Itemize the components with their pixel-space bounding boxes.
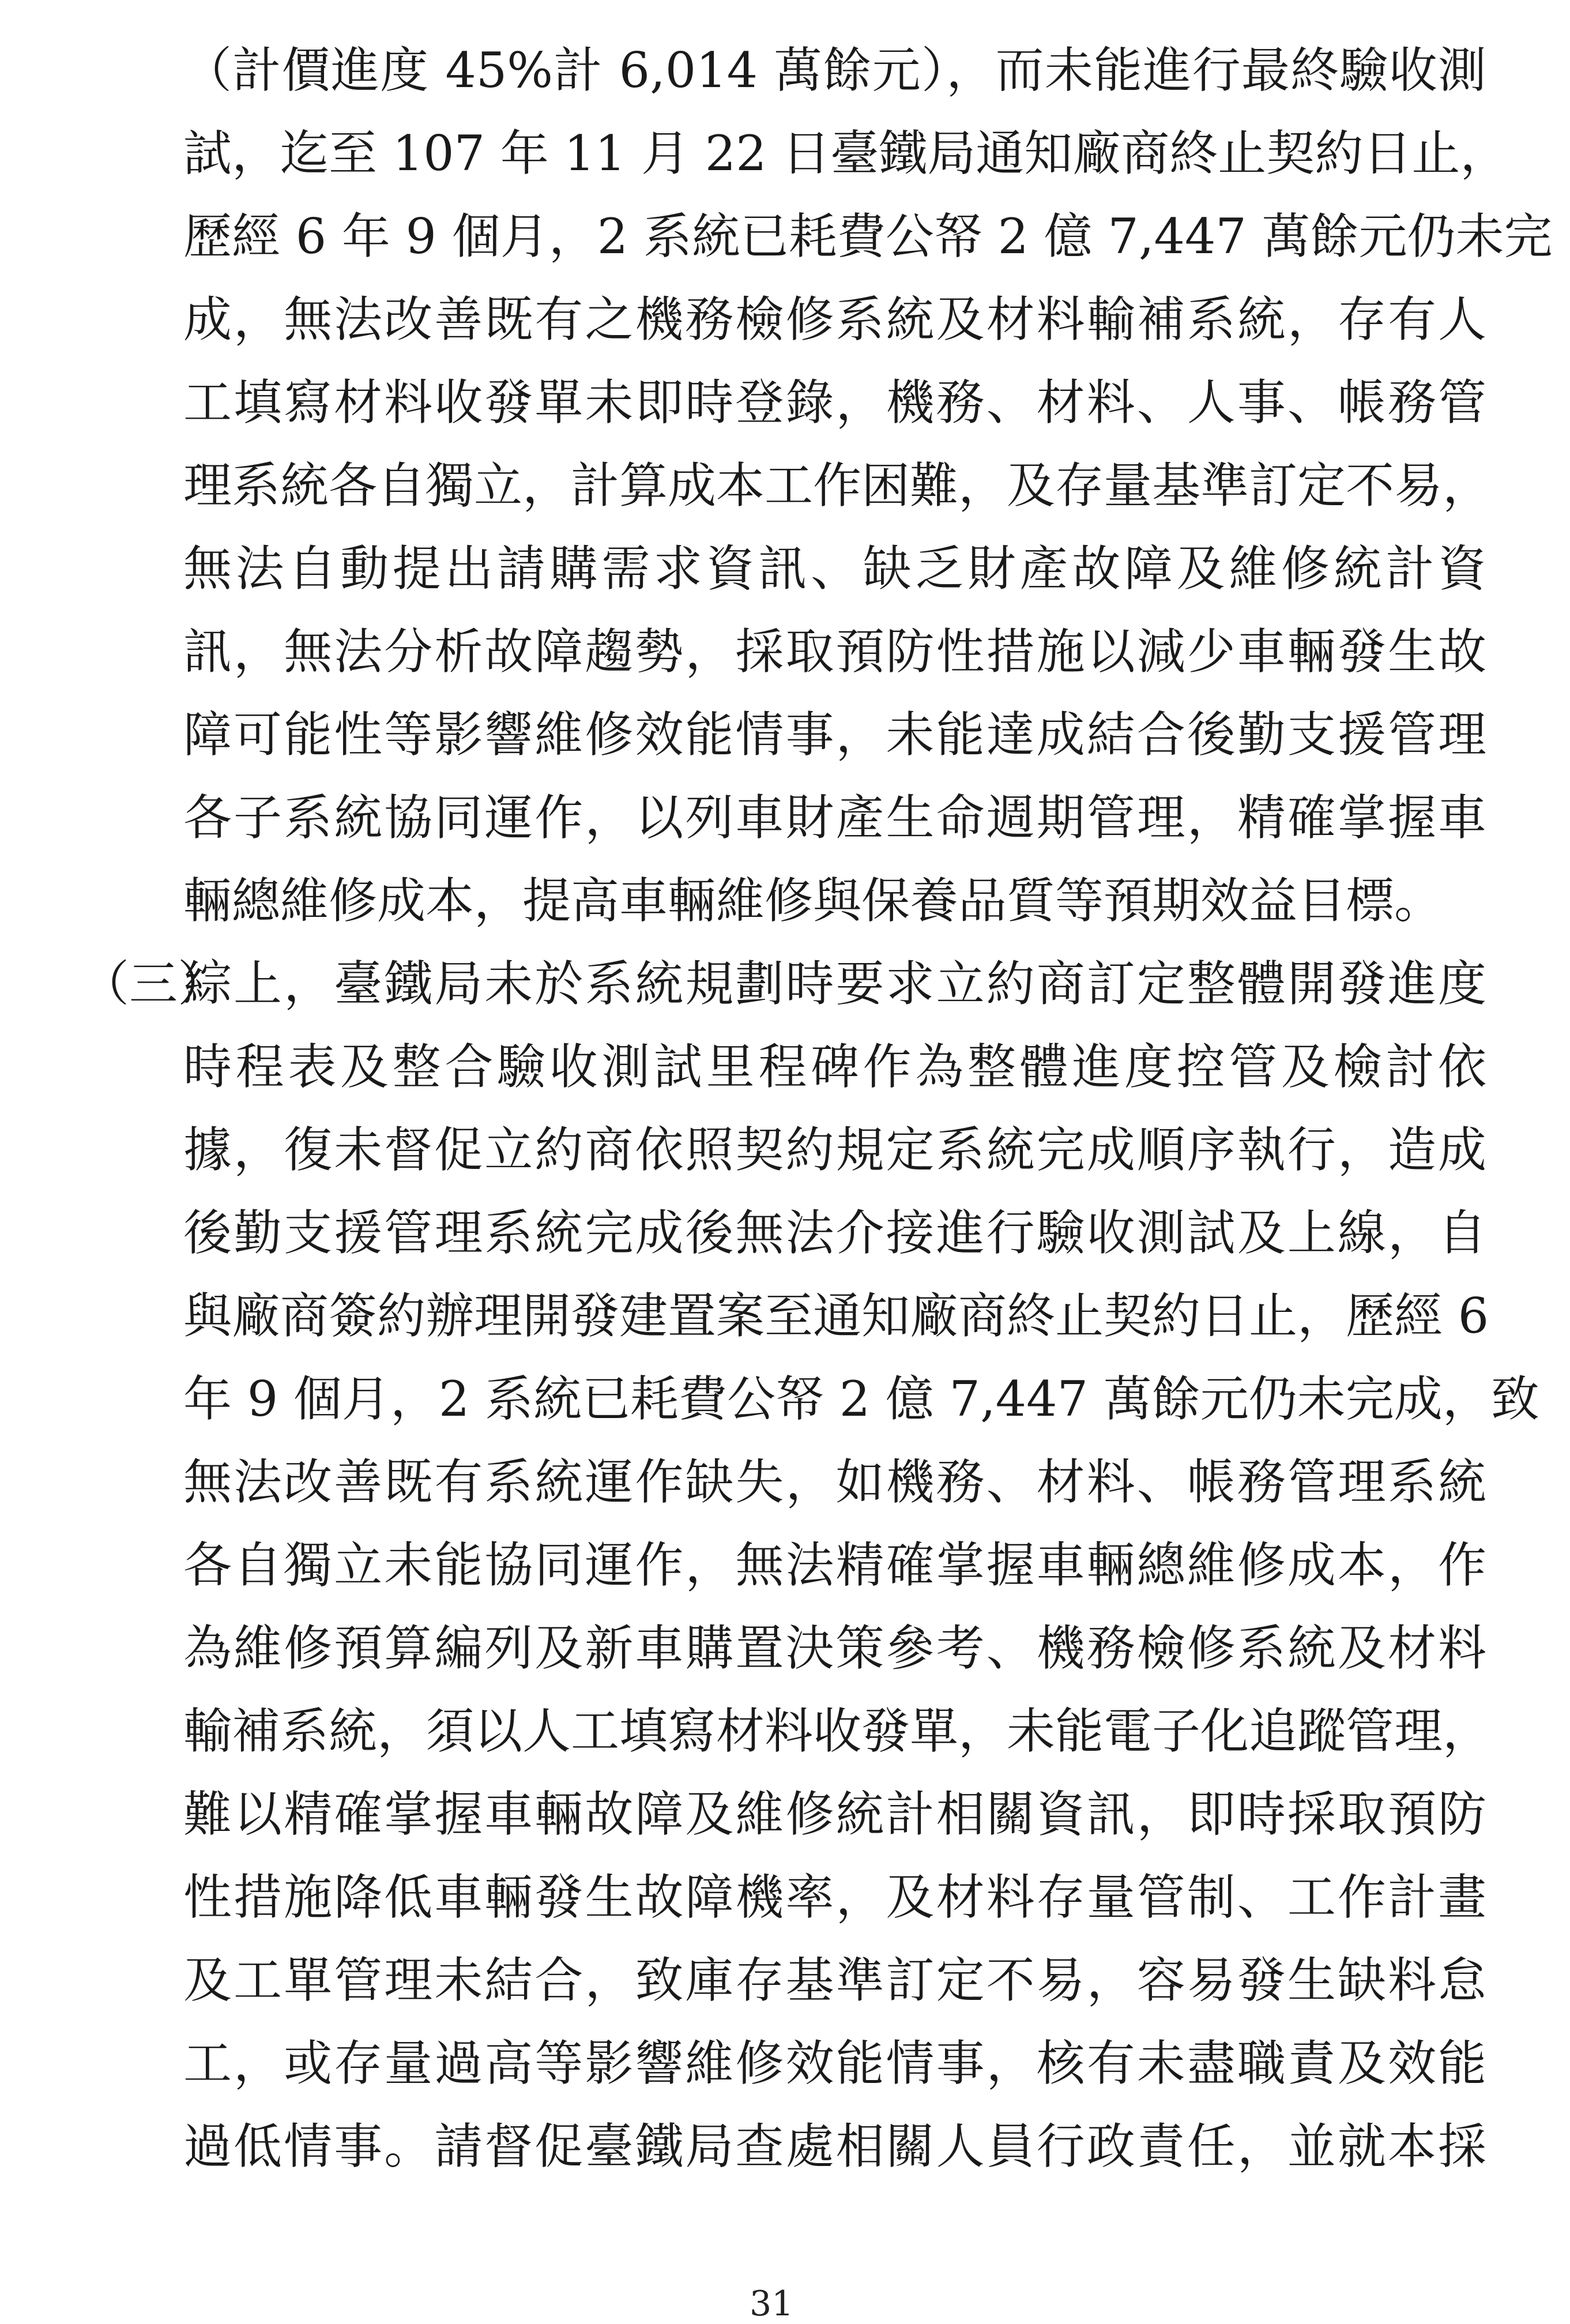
section-line: 無法改善既有系統運作缺失，如機務、材料、帳務管理系統: [183, 1454, 1486, 1510]
paragraph-line: （計價進度 45%計 6,014 萬餘元），而未能進行最終驗收測: [183, 42, 1486, 99]
section-line: 據，復未督促立約商依照契約規定系統完成順序執行，造成: [183, 1122, 1486, 1178]
paragraph-line: 工填寫材料收發單未即時登錄，機務、材料、人事、帳務管: [183, 374, 1486, 431]
section-line: 輸補系統，須以人工填寫材料收發單，未能電子化追蹤管理，: [183, 1703, 1492, 1759]
page-number: 31: [750, 2284, 794, 2324]
paragraph-line: 試，迄至 107 年 11 月 22 日臺鐵局通知廠商終止契約日止，: [183, 125, 1509, 182]
section-line: 與廠商簽約辦理開發建置案至通知廠商終止契約日止，歷經 6: [183, 1288, 1489, 1344]
section-line: 年 9 個月，2 系統已耗費公帑 2 億 7,447 萬餘元仍未完成，致: [183, 1371, 1539, 1427]
section-line: 綜上，臺鐵局未於系統規劃時要求立約商訂定整體開發進度: [183, 956, 1486, 1012]
paragraph-line: 輛總維修成本，提高車輛維修與保養品質等預期效益目標。: [183, 873, 1443, 929]
paragraph-line: 成，無法改善既有之機務檢修系統及材料輸補系統，存有人: [183, 291, 1486, 348]
section-line: 為維修預算編列及新車購置決策參考、機務檢修系統及材料: [183, 1620, 1486, 1676]
paragraph-line: 無法自動提出請購需求資訊、缺乏財產故障及維修統計資: [183, 540, 1486, 597]
section-line: 後勤支援管理系統完成後無法介接進行驗收測試及上線，自: [183, 1205, 1486, 1261]
section-label: （三）: [81, 956, 227, 1012]
paragraph-line: 障可能性等影響維修效能情事，未能達成結合後勤支援管理: [183, 706, 1486, 763]
paragraph-line: 各子系統協同運作，以列車財產生命週期管理，精確掌握車: [183, 789, 1486, 846]
section-line: 過低情事。請督促臺鐵局查處相關人員行政責任，並就本採: [183, 2118, 1486, 2175]
paragraph-line: 歷經 6 年 9 個月，2 系統已耗費公帑 2 億 7,447 萬餘元仍未完: [183, 208, 1553, 265]
section-line: 工，或存量過高等影響維修效能情事，核有未盡職責及效能: [183, 2035, 1486, 2092]
paragraph-line: 訊，無法分析故障趨勢，採取預防性措施以減少車輛發生故: [183, 623, 1486, 680]
section-line: 及工單管理未結合，致庫存基準訂定不易，容易發生缺料怠: [183, 1952, 1486, 2009]
section-line: 難以精確掌握車輛故障及維修統計相關資訊，即時採取預防: [183, 1786, 1486, 1842]
section-line: 性措施降低車輛發生故障機率，及材料存量管制、工作計畫: [183, 1869, 1486, 1926]
paragraph-line: 理系統各自獨立，計算成本工作困難，及存量基準訂定不易，: [183, 457, 1492, 514]
section-line: 各自獨立未能協同運作，無法精確掌握車輛總維修成本，作: [183, 1537, 1486, 1593]
section-line: 時程表及整合驗收測試里程碑作為整體進度控管及檢討依: [183, 1039, 1486, 1095]
